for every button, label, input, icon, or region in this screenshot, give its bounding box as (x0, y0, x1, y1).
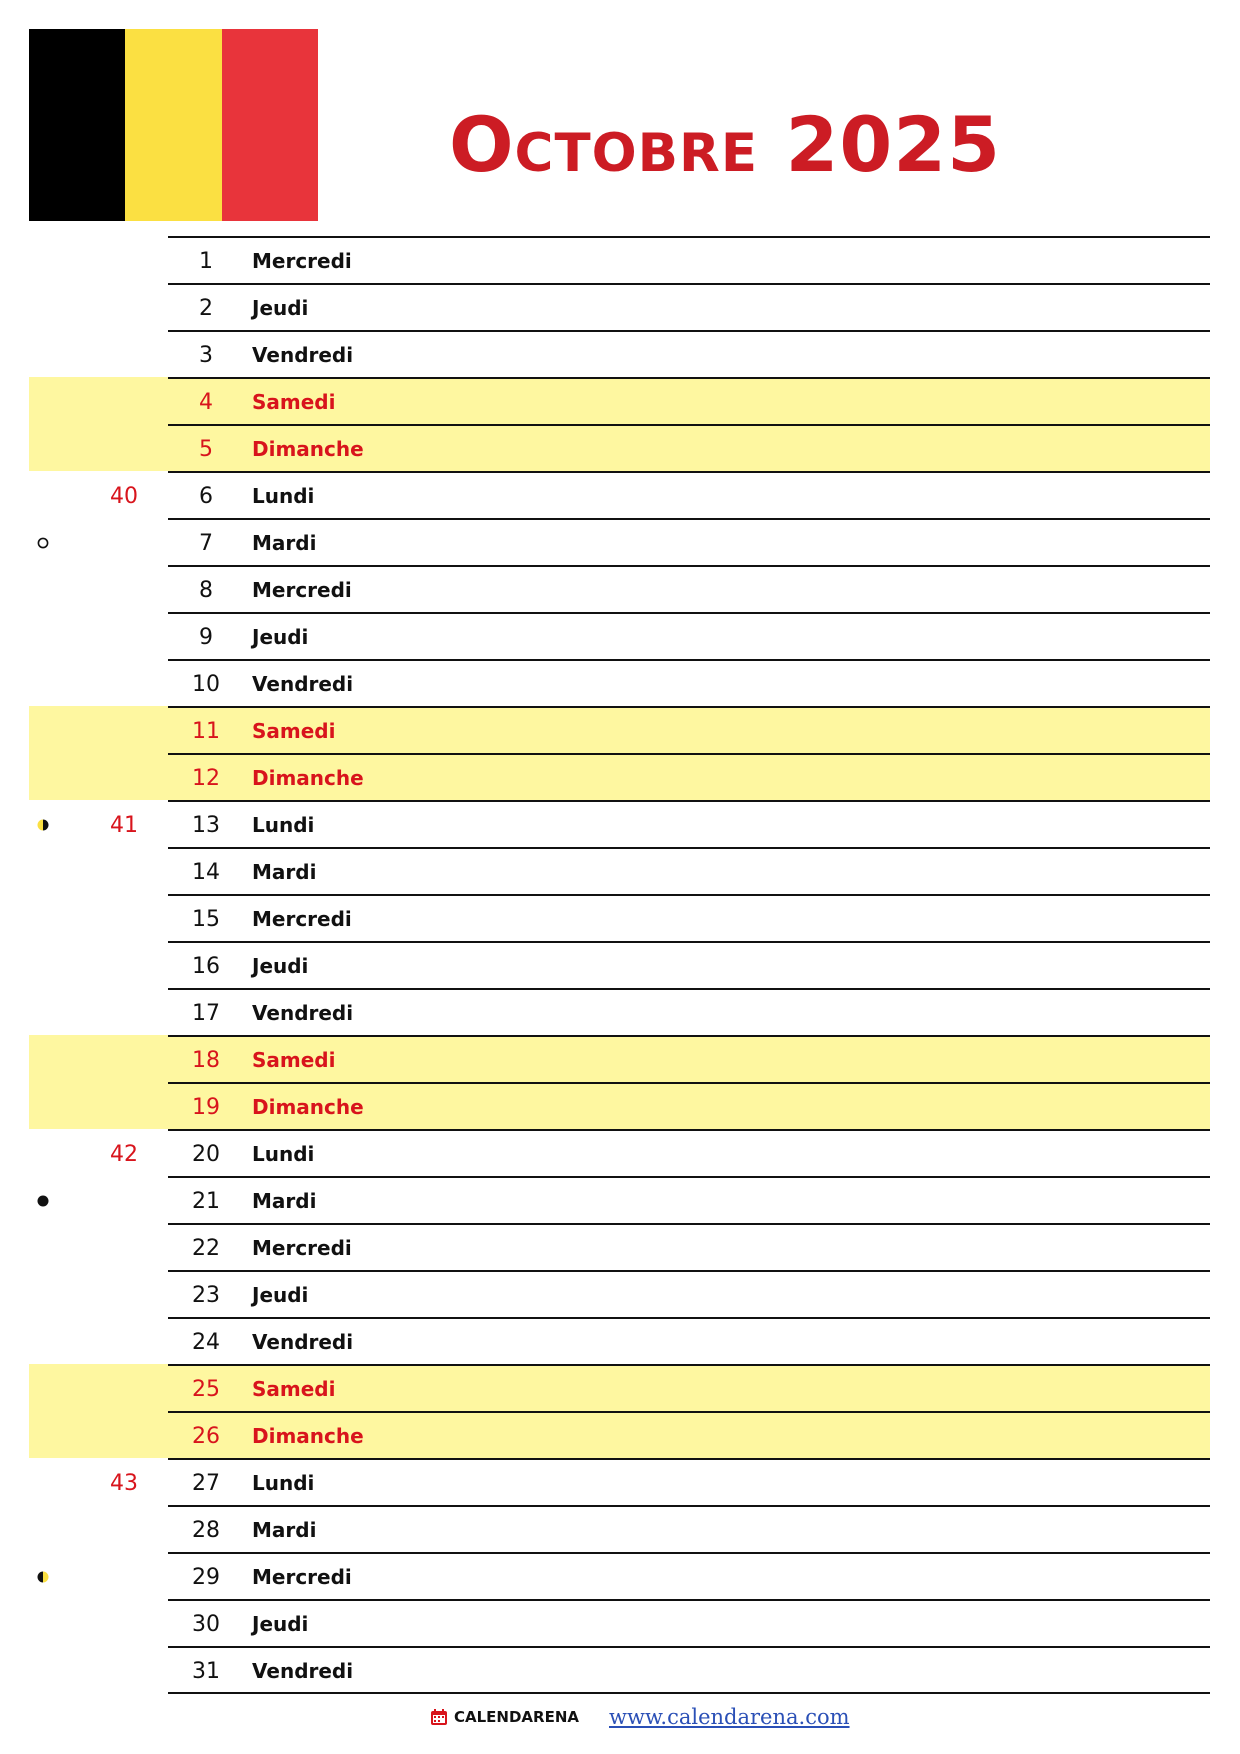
day-number: 1 (199, 249, 213, 274)
day-name: Jeudi (252, 954, 309, 978)
row-divider (168, 941, 1210, 943)
day-name: Vendredi (252, 1001, 354, 1025)
day-name: Mardi (252, 1518, 317, 1542)
flag-stripe-yellow (125, 29, 221, 221)
day-row (0, 1599, 1240, 1646)
day-row (0, 800, 1240, 847)
day-number: 24 (192, 1330, 220, 1355)
day-name: Vendredi (252, 1330, 354, 1354)
row-divider (168, 847, 1210, 849)
day-row (0, 753, 1240, 800)
day-number: 7 (199, 531, 213, 556)
day-row (0, 659, 1240, 706)
weekend-shade-margin (29, 706, 168, 753)
day-row (0, 1176, 1240, 1223)
weekend-shade-margin (29, 753, 168, 800)
day-row (0, 565, 1240, 612)
day-name: Vendredi (252, 672, 354, 696)
day-row (0, 1646, 1240, 1693)
day-name: Mardi (252, 860, 317, 884)
day-row (0, 1505, 1240, 1552)
moon-new-icon (37, 1195, 49, 1207)
day-number: 17 (192, 1001, 220, 1026)
row-divider (168, 1129, 1210, 1131)
week-number: 40 (110, 484, 138, 509)
day-row (0, 1411, 1240, 1458)
day-name: Dimanche (252, 766, 364, 790)
footer (0, 1700, 1240, 1740)
flag-stripe-red (222, 29, 318, 221)
day-row (0, 1458, 1240, 1505)
weekend-shade-margin (29, 1364, 168, 1411)
day-name: Samedi (252, 719, 336, 743)
day-name: Lundi (252, 1142, 315, 1166)
week-number: 41 (110, 813, 138, 838)
day-number: 21 (192, 1189, 220, 1214)
day-row (0, 988, 1240, 1035)
weekend-shade-margin (29, 1035, 168, 1082)
day-name: Mercredi (252, 1236, 352, 1260)
day-name: Vendredi (252, 1659, 354, 1683)
row-divider (168, 1599, 1210, 1601)
day-number: 28 (192, 1518, 220, 1543)
day-row (0, 1223, 1240, 1270)
day-number: 9 (199, 625, 213, 650)
day-row (0, 283, 1240, 330)
day-name: Jeudi (252, 1283, 309, 1307)
day-row (0, 1552, 1240, 1599)
day-name: Samedi (252, 390, 336, 414)
moon-first-quarter-icon (37, 1571, 49, 1583)
day-name: Jeudi (252, 1612, 309, 1636)
day-row (0, 941, 1240, 988)
day-row (0, 424, 1240, 471)
belgium-flag (29, 29, 318, 221)
day-name: Mardi (252, 1189, 317, 1213)
calendar-icon (430, 1708, 448, 1726)
day-name: Dimanche (252, 437, 364, 461)
row-divider (168, 1270, 1210, 1272)
weekend-shade-margin (29, 1082, 168, 1129)
day-row (0, 894, 1240, 941)
day-row (0, 1317, 1240, 1364)
moon-full-icon (37, 537, 49, 549)
day-number: 3 (199, 343, 213, 368)
day-row (0, 1270, 1240, 1317)
day-number: 27 (192, 1471, 220, 1496)
day-number: 11 (192, 719, 220, 744)
weekend-shade-margin (29, 377, 168, 424)
day-name: Vendredi (252, 343, 354, 367)
day-name: Dimanche (252, 1095, 364, 1119)
row-divider (168, 612, 1210, 614)
row-divider (168, 283, 1210, 285)
day-name: Mercredi (252, 249, 352, 273)
day-name: Mercredi (252, 907, 352, 931)
moon-last-quarter-icon (37, 819, 49, 831)
weekend-shade-margin (29, 1411, 168, 1458)
brand-name: CALENDARENA (454, 1708, 579, 1726)
row-divider (168, 518, 1210, 520)
week-number: 42 (110, 1142, 138, 1167)
day-number: 19 (192, 1095, 220, 1120)
day-row (0, 471, 1240, 518)
day-row (0, 1082, 1240, 1129)
day-number: 4 (199, 390, 213, 415)
day-row (0, 236, 1240, 283)
row-divider (168, 471, 1210, 473)
day-name: Lundi (252, 1471, 315, 1495)
day-number: 25 (192, 1377, 220, 1402)
day-number: 6 (199, 484, 213, 509)
day-number: 2 (199, 296, 213, 321)
day-number: 20 (192, 1142, 220, 1167)
page-title: Octobre 2025 (448, 100, 1002, 189)
row-divider (168, 1458, 1210, 1460)
day-number: 15 (192, 907, 220, 932)
day-name: Samedi (252, 1377, 336, 1401)
day-number: 16 (192, 954, 220, 979)
day-name: Lundi (252, 484, 315, 508)
day-number: 29 (192, 1565, 220, 1590)
day-row (0, 377, 1240, 424)
day-row (0, 330, 1240, 377)
day-name: Jeudi (252, 296, 309, 320)
row-divider (168, 1505, 1210, 1507)
day-row (0, 1035, 1240, 1082)
brand (430, 1708, 579, 1726)
day-row (0, 1129, 1240, 1176)
day-number: 10 (192, 672, 220, 697)
day-name: Mardi (252, 531, 317, 555)
day-number: 18 (192, 1048, 220, 1073)
row-divider (168, 1176, 1210, 1178)
row-divider (168, 800, 1210, 802)
day-number: 8 (199, 578, 213, 603)
day-number: 26 (192, 1424, 220, 1449)
day-row (0, 847, 1240, 894)
day-row (0, 706, 1240, 753)
day-number: 31 (192, 1659, 220, 1684)
day-number: 30 (192, 1612, 220, 1637)
day-number: 22 (192, 1236, 220, 1261)
flag-stripe-black (29, 29, 125, 221)
day-name: Lundi (252, 813, 315, 837)
day-row (0, 518, 1240, 565)
day-number: 14 (192, 860, 220, 885)
day-number: 5 (199, 437, 213, 462)
day-name: Dimanche (252, 1424, 364, 1448)
week-number: 43 (110, 1471, 138, 1496)
day-number: 23 (192, 1283, 220, 1308)
day-number: 12 (192, 766, 220, 791)
day-name: Mercredi (252, 1565, 352, 1589)
day-row (0, 1364, 1240, 1411)
day-list (0, 236, 1240, 1693)
day-name: Jeudi (252, 625, 309, 649)
weekend-shade-margin (29, 424, 168, 471)
day-number: 13 (192, 813, 220, 838)
site-link[interactable]: www.calendarena.com (609, 1705, 850, 1729)
day-name: Mercredi (252, 578, 352, 602)
day-name: Samedi (252, 1048, 336, 1072)
day-row (0, 612, 1240, 659)
